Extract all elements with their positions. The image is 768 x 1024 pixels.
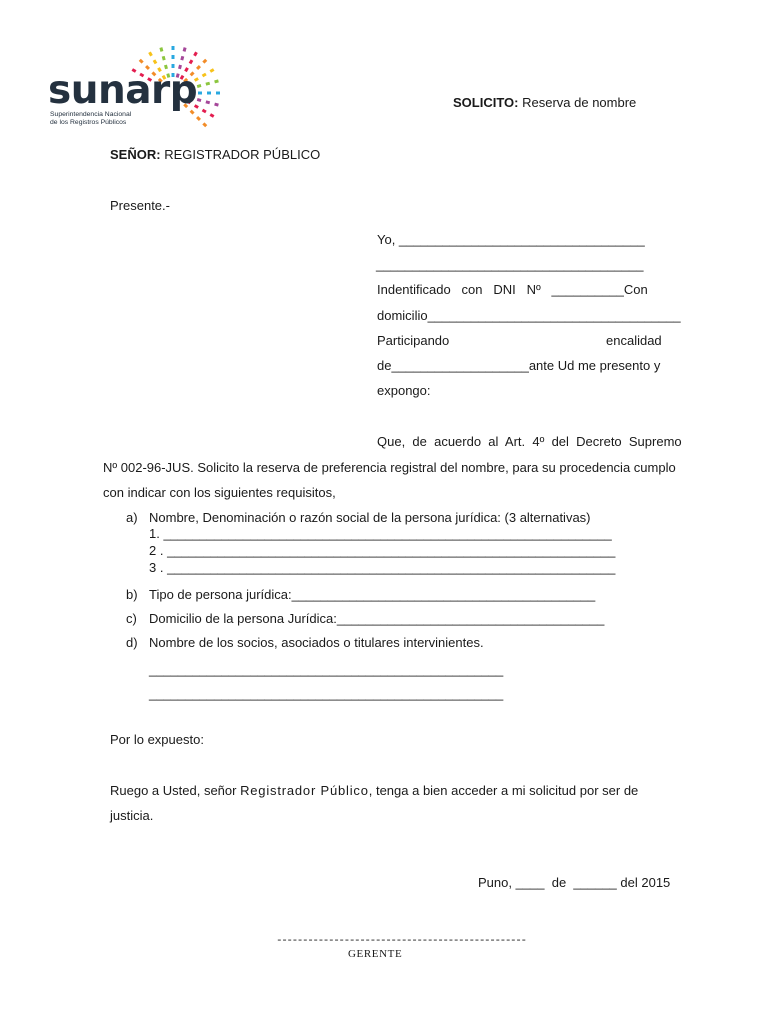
- sunburst-dash: [207, 92, 211, 95]
- sunburst-dash: [197, 98, 202, 102]
- req-d-blank-1: _________________________________________________: [149, 662, 504, 677]
- req-c-text: Domicilio de la persona Jurídica:_____________________________________: [149, 611, 605, 626]
- applicant-line-6: de___________________ante Ud me presento y: [377, 358, 661, 373]
- sunburst-dash: [205, 100, 210, 104]
- applicant-line-1: Yo, __________________________________: [377, 232, 645, 247]
- sunburst-dash: [210, 113, 215, 118]
- dni-text: Indentificado con DNI Nº __________Con: [377, 282, 648, 297]
- logo-subtitle-line2: de los Registros Públicos: [50, 119, 127, 126]
- presente-text: Presente.-: [110, 198, 170, 213]
- solicito-line: [453, 95, 636, 110]
- sunburst-dash: [205, 82, 210, 86]
- sunburst-dash: [202, 73, 207, 78]
- sunburst-dash: [172, 55, 175, 59]
- sunburst-dash: [159, 47, 163, 52]
- ruego-part-3: , tenga a bien acceder a mi solicitud por ser de: [368, 783, 639, 798]
- ruego-line-1: [110, 783, 638, 798]
- req-d-label: d): [126, 635, 138, 650]
- sunburst-dash: [180, 56, 184, 61]
- senor-label: SEÑOR:: [110, 147, 161, 162]
- body-line-1: Que, de acuerdo al Art. 4º del Decreto Supremo: [377, 434, 682, 449]
- sunburst-dash: [202, 59, 207, 64]
- sunburst-dash: [198, 92, 202, 95]
- sunburst-dash: [172, 46, 175, 50]
- sunburst-dash: [202, 122, 207, 127]
- sunburst-dash: [153, 59, 158, 64]
- encalidad-text: encalidad: [606, 333, 662, 348]
- senor-value: REGISTRADOR PÚBLICO: [164, 147, 321, 162]
- place-date: Puno, ____ de ______ del 2015: [478, 875, 671, 890]
- ruego-registrador: Registrador Público: [240, 783, 369, 798]
- signature-line: ------------------------------------------------: [276, 935, 526, 947]
- sunburst-dash: [202, 109, 207, 114]
- alternative-3: 3 . ______________________________________________________________: [149, 560, 616, 575]
- signature-title: GERENTE: [348, 948, 403, 960]
- sunburst-dash: [139, 59, 144, 64]
- solicito-value: Reserva de nombre: [522, 95, 637, 110]
- req-a-label: a): [126, 510, 138, 525]
- sunburst-dash: [196, 116, 201, 121]
- sunburst-dash: [162, 56, 166, 61]
- sunburst-dash: [214, 103, 219, 107]
- req-b-label: b): [126, 587, 138, 602]
- sunburst-dash: [210, 68, 215, 73]
- ruego-line-2: justicia.: [110, 808, 154, 823]
- body-line-2: Nº 002-96-JUS. Solicito la reserva de preferencia registral del nombre, para su procedencia cumplo: [103, 460, 676, 475]
- req-d-blank-2: _________________________________________________: [149, 686, 504, 701]
- req-c-label: c): [126, 611, 137, 626]
- solicito-label: SOLICITO:: [453, 95, 519, 110]
- sunburst-dash: [148, 52, 153, 57]
- alternative-1: 1. ______________________________________________________________: [149, 526, 612, 541]
- applicant-line-3: [377, 282, 660, 297]
- logo-wordmark: sunarp: [48, 68, 198, 113]
- por-lo-expuesto: Por lo expuesto:: [110, 732, 204, 747]
- sunburst-dash: [216, 92, 220, 95]
- req-d-text: Nombre de los socios, asociados o titulares intervinientes.: [149, 635, 484, 650]
- sunarp-logo: [48, 38, 233, 138]
- addressee-line: [110, 147, 320, 162]
- applicant-line-7: expongo:: [377, 383, 431, 398]
- req-b-text: Tipo de persona jurídica:__________________________________________: [149, 587, 596, 602]
- ruego-part-1: Ruego a Usted, señor: [110, 783, 241, 798]
- applicant-line-4: domicilio___________________________________: [377, 308, 681, 323]
- alternative-2: 2 . ______________________________________________________________: [149, 543, 616, 558]
- sunburst-dash: [193, 52, 198, 57]
- sunburst-dash: [197, 84, 202, 88]
- sunburst-dash: [189, 59, 194, 64]
- participando-text: Participando: [377, 333, 450, 348]
- sunburst-dash: [183, 47, 187, 52]
- logo-subtitle-line1: Superintendencia Nacional: [50, 111, 132, 118]
- body-line-3: con indicar con los siguientes requisitos,: [103, 485, 336, 500]
- req-a-text: Nombre, Denominación o razón social de la persona jurídica: (3 alternativas): [149, 510, 591, 525]
- applicant-line-2: _____________________________________: [376, 257, 644, 272]
- sunburst-dash: [214, 79, 219, 83]
